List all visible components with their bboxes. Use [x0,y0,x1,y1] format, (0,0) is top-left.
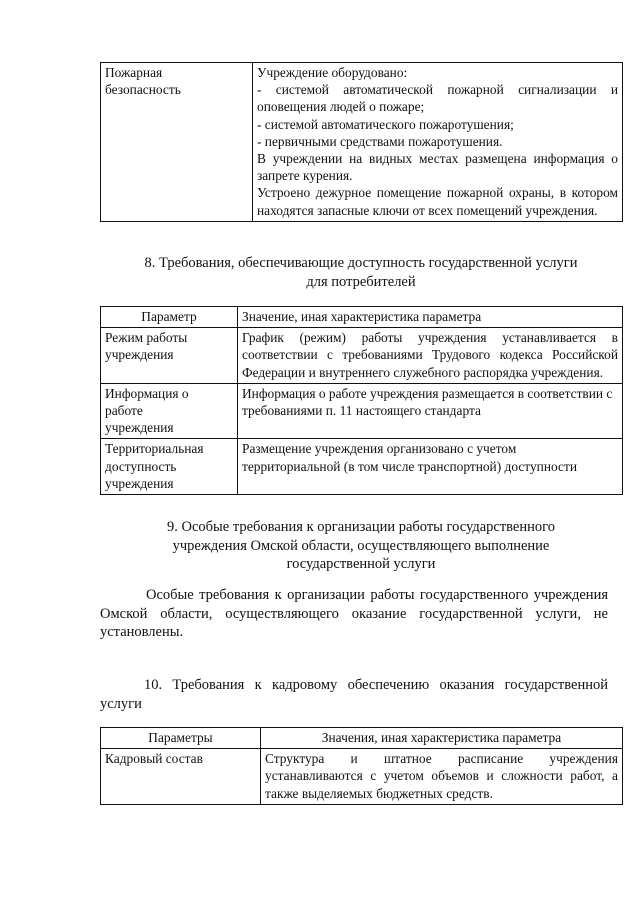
value-cell [253,63,623,222]
column-header: Значение, иная характеристика параметра [238,307,623,328]
table-header-row [101,307,623,328]
section-9-heading [100,518,622,574]
value-line: - системой автоматического пожаротушения; [257,116,514,132]
value-line: Устроено дежурное помещение пожарной охраны, в котором находятся запасные ключи от всех помещений учреждения. [257,185,618,218]
heading-line: учреждения Омской области, осуществляющего выполнение [172,537,550,554]
table-row [101,328,623,384]
value-line: - системой автоматической пожарной сигнализации и оповещения людей о пожаре; [257,82,618,115]
value-cell: Размещение учреждения организовано с учетом территориальной (в том числе транспортной) доступности [238,439,623,495]
table-header-row [101,728,623,749]
table-row [101,749,623,805]
value-line: В учреждении на видных местах размещена информация о запрете курения. [257,151,618,184]
heading-line: государственной услуги [286,556,436,572]
table-row [101,383,623,439]
section-10-heading: 10. Требования к кадровому обеспечению оказания государственной услуги [100,677,608,712]
heading-line: для потребителей [306,273,416,290]
value-cell: Информация о работе учреждения размещается в соответствии с требованиями п. 11 настоящего стандарта [238,383,623,439]
table-row [101,439,623,495]
param-cell: Пожарная безопасность [101,63,253,222]
staffing-table [100,727,623,805]
section-9-body: Особые требования к организации работы государственного учреждения Омской области, осуществляющего оказание государственной услуги, не установлены. [100,587,608,640]
value-cell: График (режим) работы учреждения устанавливается в соответствии с требованиями Трудового кодекса Российской Федерации и внутреннего служебного распорядка учреждения. [238,328,623,384]
param-cell: Режим работы учреждения [101,328,238,384]
param-cell: Территориальная доступность учреждения [101,439,238,495]
value-cell: Структура и штатное расписание учреждения устанавливаются с учетом объемов и сложности работ, а также выделяемых бюджетных средств. [261,749,623,805]
heading-line: 8. Требования, обеспечивающие доступность государственной услуги [144,255,578,271]
param-cell: Информация о работе учреждения [101,383,238,439]
availability-table [100,306,623,495]
column-header: Параметр [101,307,238,328]
value-line: Учреждение оборудовано: [257,65,408,80]
fire-safety-table [100,62,623,222]
section-8-heading [100,254,622,291]
param-cell: Кадровый состав [101,749,261,805]
column-header: Значения, иная характеристика параметра [261,728,623,749]
value-line: - первичными средствами пожаротушения. [257,133,503,149]
column-header: Параметры [101,728,261,749]
table-row [101,63,623,222]
heading-line: 9. Особые требования к организации работы государственного [167,519,555,535]
